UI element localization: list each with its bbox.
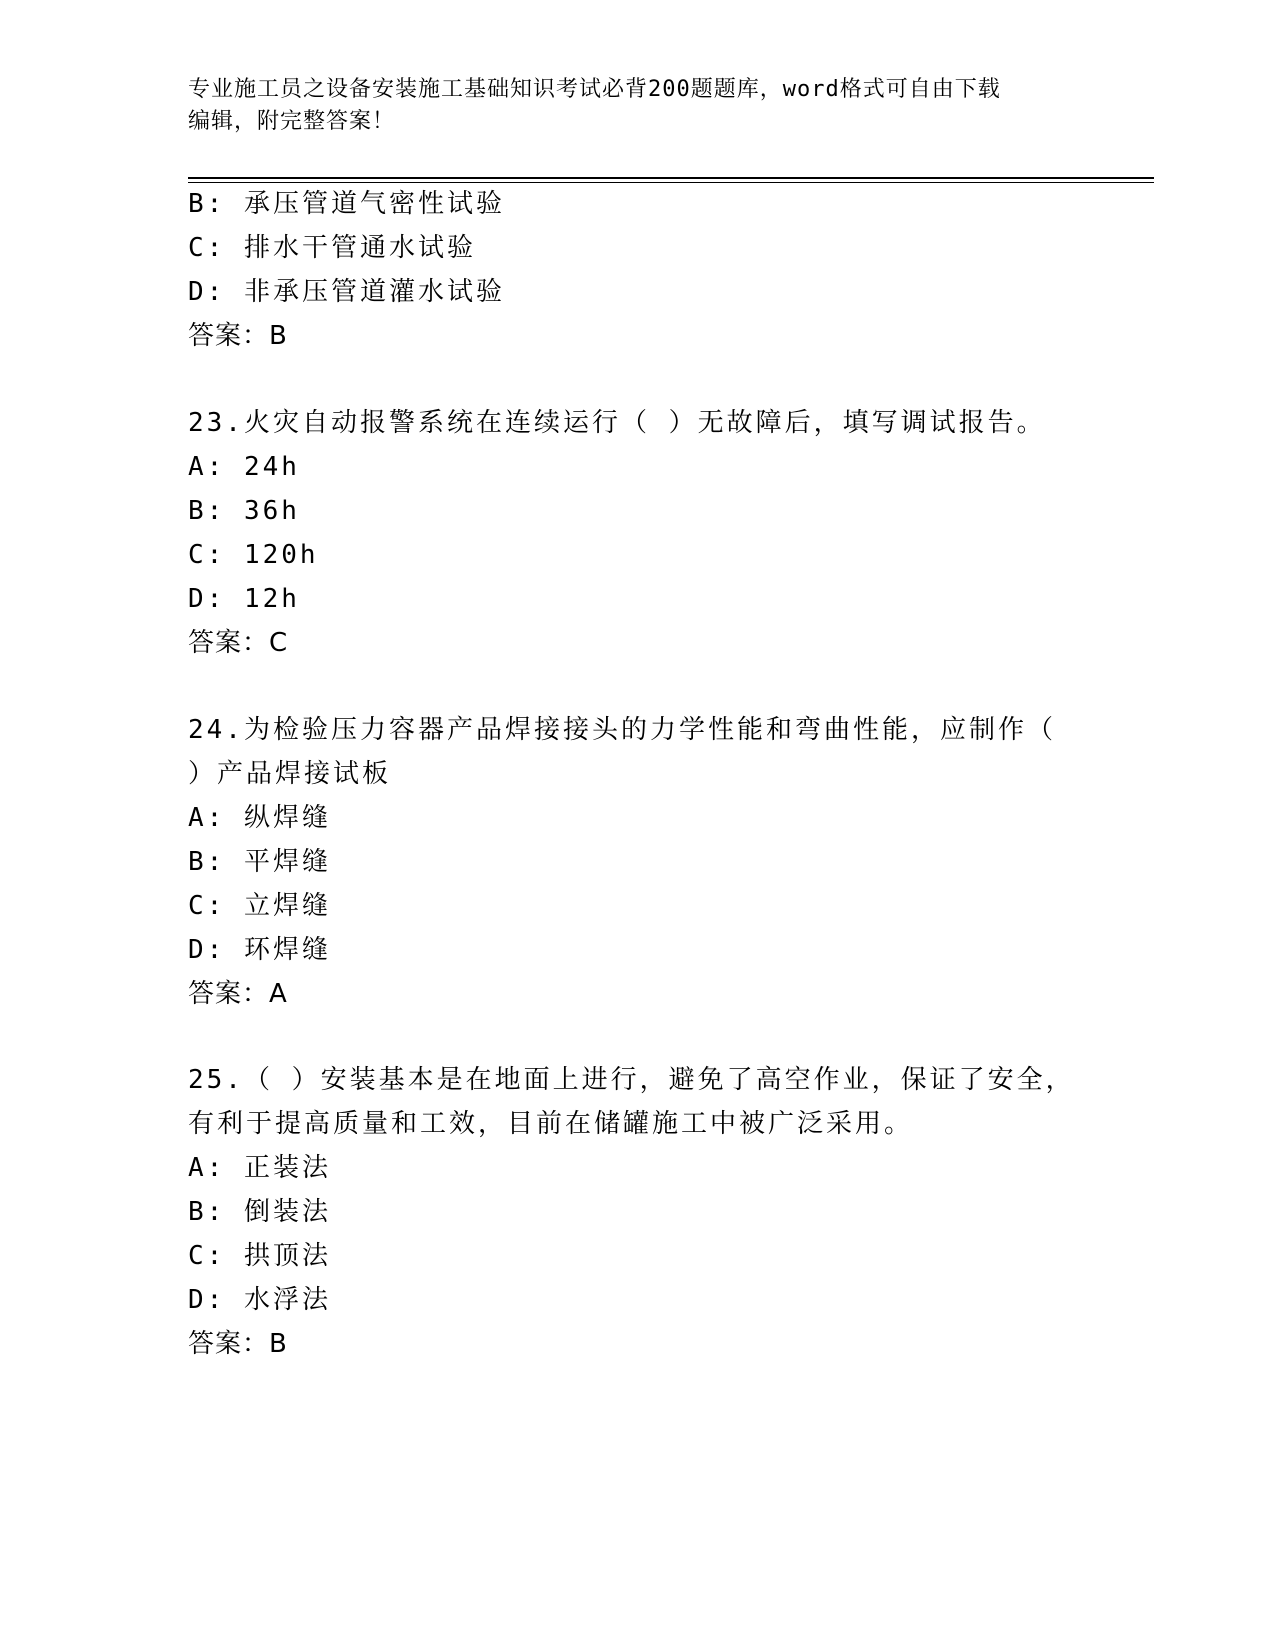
q23-stem: 23.火灾自动报警系统在连续运行（ ）无故障后，填写调试报告。 (188, 408, 1046, 438)
q23-option-b: B: 36h (188, 496, 300, 526)
document-header (188, 74, 1068, 138)
header-divider-thin (188, 182, 1154, 183)
q25-option-d: D: 水浮法 (188, 1285, 331, 1315)
q24-option-c: C: 立焊缝 (188, 891, 331, 921)
q24-stem-line-1: 24.为检验压力容器产品焊接接头的力学性能和弯曲性能，应制作（ (188, 715, 1056, 745)
q24-option-a: A: 纵焊缝 (188, 803, 331, 833)
header-title-line-2: 编辑，附完整答案！ (188, 109, 396, 134)
q25-stem-line-1: 25.（ ）安装基本是在地面上进行，避免了高空作业，保证了安全， (188, 1065, 1075, 1095)
q23-option-c: C: 120h (188, 540, 319, 570)
q25-option-b: B: 倒装法 (188, 1197, 331, 1227)
q25-stem-line-2: 有利于提高质量和工效，目前在储罐施工中被广泛采用。 (188, 1109, 914, 1139)
q23-answer: 答案：C (188, 628, 289, 658)
q24-answer: 答案：A (188, 979, 288, 1009)
q25-answer: 答案：B (188, 1329, 288, 1359)
q25-option-a: A: 正装法 (188, 1153, 331, 1183)
q24-option-b: B: 平焊缝 (188, 847, 331, 877)
q23-option-d: D: 12h (188, 584, 300, 614)
q22-option-c: C: 排水干管通水试验 (188, 233, 476, 263)
q22-option-b: B: 承压管道气密性试验 (188, 189, 505, 219)
q22-option-d: D: 非承压管道灌水试验 (188, 277, 505, 307)
q22-answer: 答案：B (188, 321, 288, 351)
header-title-line-1: 专业施工员之设备安装施工基础知识考试必背200题题库，word格式可自由下载 (188, 77, 1001, 102)
q24-option-d: D: 环焊缝 (188, 935, 331, 965)
q23-option-a: A: 24h (188, 452, 300, 482)
header-divider-thick (188, 177, 1154, 179)
q24-stem-line-2: ）产品焊接试板 (188, 759, 392, 789)
q25-option-c: C: 拱顶法 (188, 1241, 331, 1271)
